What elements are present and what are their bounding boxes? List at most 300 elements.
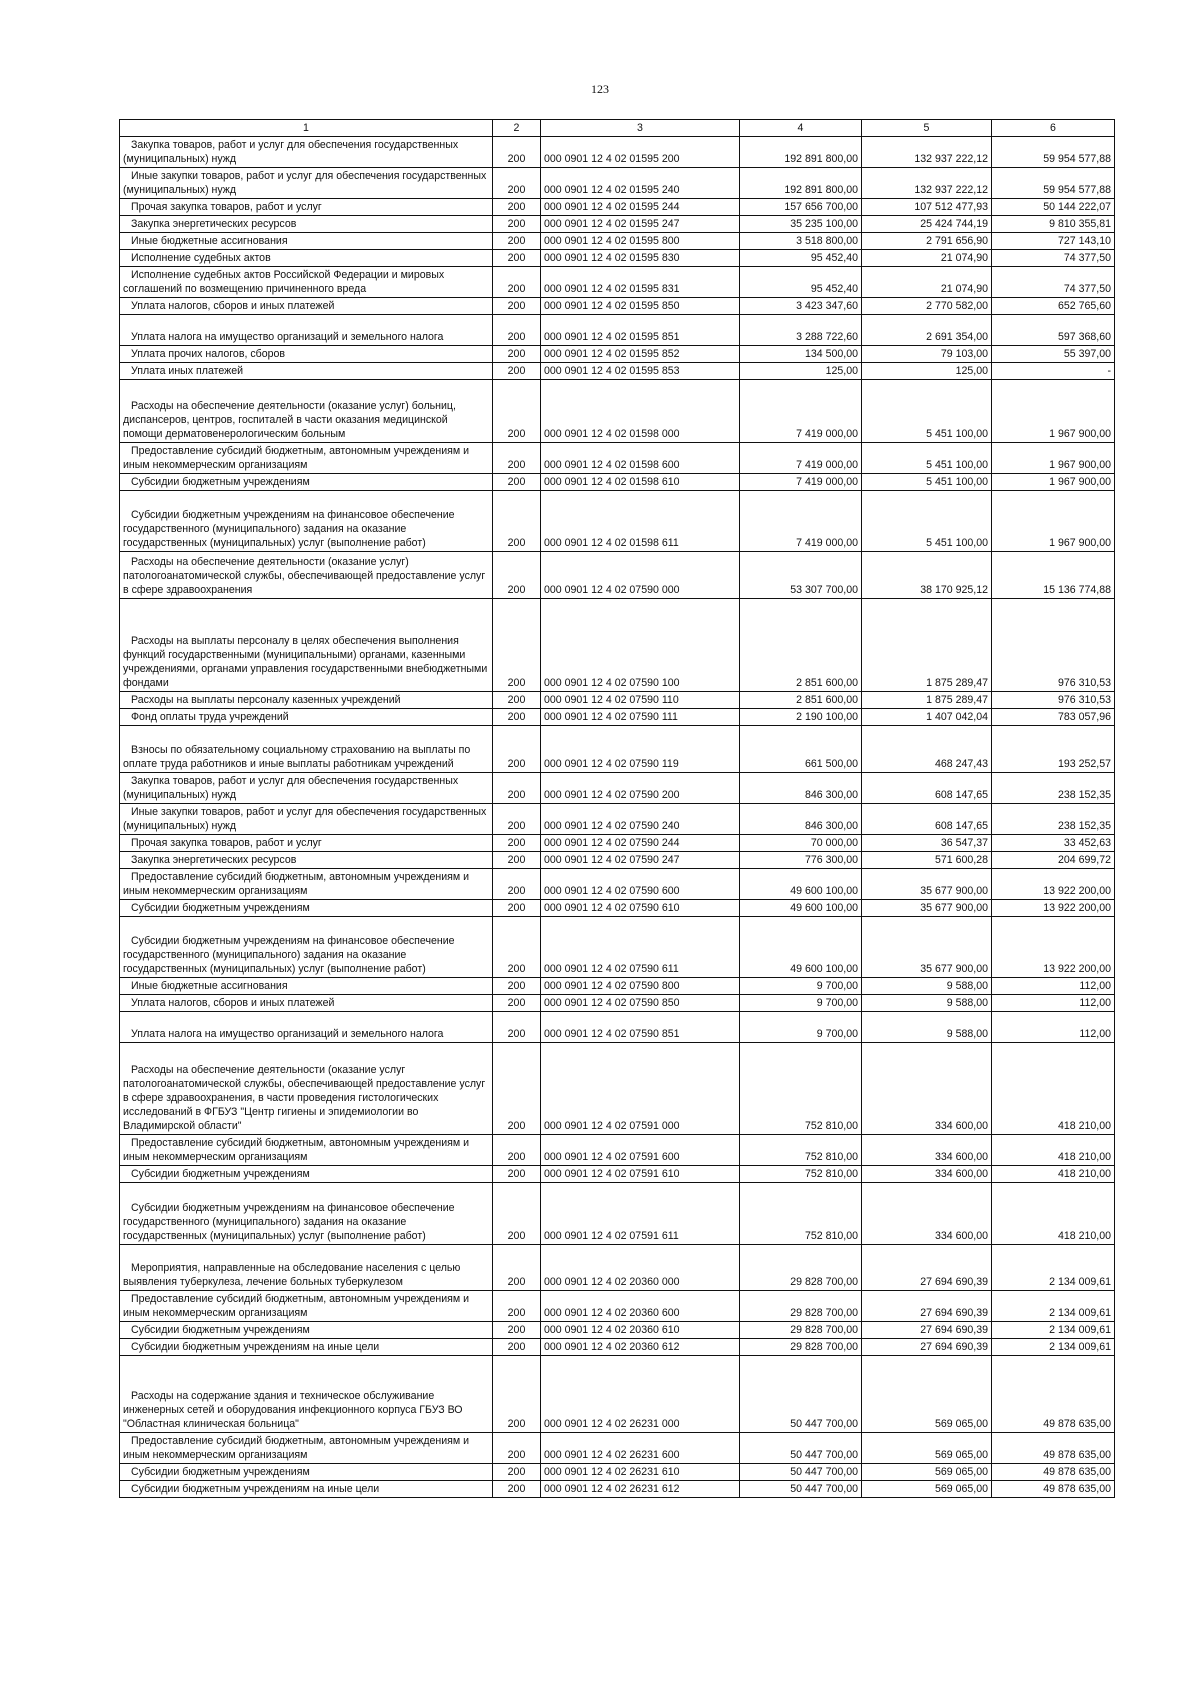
unexecuted-amount-cell <box>992 474 1115 491</box>
classification-code: 000 0901 12 4 02 26231 600 <box>544 1449 680 1461</box>
classification-code: 000 0901 12 4 02 07590 800 <box>544 980 680 992</box>
unexecuted-amount-cell <box>992 216 1115 233</box>
approved-amount-cell <box>740 917 862 978</box>
classification-code-cell <box>541 804 740 835</box>
table-row <box>120 216 1115 233</box>
unexecuted-amount-cell <box>992 726 1115 773</box>
admin-code: 200 <box>507 331 526 343</box>
approved-amount-cell <box>740 298 862 315</box>
table-row <box>120 199 1115 216</box>
approved-amount-cell <box>740 1043 862 1135</box>
row-name-cell <box>120 346 493 363</box>
unexecuted-amount: 112,00 <box>1079 1028 1111 1040</box>
unexecuted-amount: 13 922 200,00 <box>1043 902 1111 914</box>
admin-code: 200 <box>507 885 526 897</box>
executed-amount-cell <box>862 1166 992 1183</box>
executed-amount-cell <box>862 852 992 869</box>
classification-code: 000 0901 12 4 02 01595 200 <box>544 153 680 165</box>
row-name: Субсидии бюджетным учреждениям <box>131 1324 310 1336</box>
unexecuted-amount: 2 134 009,61 <box>1049 1276 1111 1288</box>
executed-amount: 21 074,90 <box>940 283 988 295</box>
row-name: Уплата налога на имущество организаций и земельного налога <box>131 331 444 343</box>
classification-code: 000 0901 12 4 02 07591 610 <box>544 1168 680 1180</box>
row-name-cell <box>120 869 493 900</box>
row-name: Предоставление субсидий бюджетным, автономным учреждениям и иным некоммерческим организациям <box>123 1293 470 1319</box>
approved-amount: 29 828 700,00 <box>790 1307 858 1319</box>
unexecuted-amount-cell <box>992 1012 1115 1043</box>
unexecuted-amount: 976 310,53 <box>1057 694 1111 706</box>
classification-code-cell <box>541 1433 740 1464</box>
unexecuted-amount: 418 210,00 <box>1057 1120 1111 1132</box>
approved-amount: 53 307 700,00 <box>790 584 858 596</box>
row-name: Расходы на содержание здания и техническое обслуживание инженерных сетей и оборудования инфекционного корпуса ГБУЗ ВО "Областная клиническая больница" <box>123 1390 463 1430</box>
admin-code: 200 <box>507 184 526 196</box>
executed-amount: 1 875 289,47 <box>926 677 988 689</box>
approved-amount-cell <box>740 692 862 709</box>
executed-amount: 608 147,65 <box>934 789 988 801</box>
table-row <box>120 233 1115 250</box>
approved-amount-cell <box>740 1183 862 1245</box>
classification-code: 000 0901 12 4 02 01595 244 <box>544 201 680 213</box>
classification-code: 000 0901 12 4 02 01598 000 <box>544 428 680 440</box>
classification-code: 000 0901 12 4 02 07591 611 <box>544 1230 679 1242</box>
admin-code-cell <box>493 137 541 168</box>
admin-code-cell <box>493 346 541 363</box>
column-number-row <box>120 120 1115 137</box>
admin-code: 200 <box>507 218 526 230</box>
unexecuted-amount-cell <box>992 1356 1115 1433</box>
admin-code-cell <box>493 474 541 491</box>
row-name-cell <box>120 168 493 199</box>
classification-code-cell <box>541 869 740 900</box>
unexecuted-amount-cell <box>992 250 1115 267</box>
row-name-cell <box>120 1339 493 1356</box>
table-row <box>120 804 1115 835</box>
admin-code: 200 <box>507 820 526 832</box>
approved-amount: 35 235 100,00 <box>790 218 858 230</box>
executed-amount-cell <box>862 199 992 216</box>
executed-amount-cell <box>862 1481 992 1498</box>
approved-amount-cell <box>740 1012 862 1043</box>
row-name: Фонд оплаты труда учреждений <box>131 711 289 723</box>
approved-amount-cell <box>740 726 862 773</box>
executed-amount-cell <box>862 1183 992 1245</box>
admin-code-cell <box>493 552 541 599</box>
approved-amount-cell <box>740 599 862 692</box>
row-name: Субсидии бюджетным учреждениям <box>131 902 310 914</box>
row-name-cell <box>120 199 493 216</box>
row-name: Уплата налогов, сборов и иных платежей <box>131 300 335 312</box>
table-row <box>120 474 1115 491</box>
classification-code-cell <box>541 835 740 852</box>
classification-code-cell <box>541 250 740 267</box>
table-row <box>120 315 1115 346</box>
table-row <box>120 869 1115 900</box>
executed-amount-cell <box>862 233 992 250</box>
classification-code: 000 0901 12 4 02 07591 000 <box>544 1120 680 1132</box>
unexecuted-amount: 33 452,63 <box>1063 837 1111 849</box>
approved-amount-cell <box>740 1166 862 1183</box>
admin-code-cell <box>493 233 541 250</box>
row-name-cell <box>120 298 493 315</box>
table-row <box>120 1245 1115 1291</box>
table-row <box>120 1356 1115 1433</box>
executed-amount: 107 512 477,93 <box>914 201 988 213</box>
executed-amount-cell <box>862 1464 992 1481</box>
executed-amount: 27 694 690,39 <box>920 1276 988 1288</box>
approved-amount-cell <box>740 1135 862 1166</box>
approved-amount-cell <box>740 900 862 917</box>
executed-amount: 569 065,00 <box>934 1418 988 1430</box>
admin-code-cell <box>493 917 541 978</box>
table-row <box>120 726 1115 773</box>
row-name-cell <box>120 1183 493 1245</box>
classification-code: 000 0901 12 4 02 01598 600 <box>544 459 680 471</box>
approved-amount: 9 700,00 <box>816 997 858 1009</box>
executed-amount-cell <box>862 1322 992 1339</box>
row-name: Расходы на выплаты персоналу в целях обеспечения выполнения функций государственными (муниципальными) органами, казенными учреждениями, органами управления государственными внебюджетными фондами <box>123 635 488 689</box>
admin-code: 200 <box>507 283 526 295</box>
classification-code-cell <box>541 168 740 199</box>
unexecuted-amount-cell <box>992 168 1115 199</box>
row-name-cell <box>120 491 493 552</box>
executed-amount: 569 065,00 <box>934 1483 988 1495</box>
row-name: Уплата прочих налогов, сборов <box>131 348 286 360</box>
row-name-cell <box>120 1433 493 1464</box>
executed-amount-cell <box>862 474 992 491</box>
row-name-cell <box>120 1012 493 1043</box>
admin-code-cell <box>493 804 541 835</box>
table-row <box>120 443 1115 474</box>
approved-amount-cell <box>740 1339 862 1356</box>
approved-amount: 752 810,00 <box>804 1230 858 1242</box>
row-name-cell <box>120 474 493 491</box>
classification-code-cell <box>541 298 740 315</box>
approved-amount-cell <box>740 199 862 216</box>
row-name: Прочая закупка товаров, работ и услуг <box>131 837 322 849</box>
classification-code-cell <box>541 1356 740 1433</box>
row-name-cell <box>120 1464 493 1481</box>
unexecuted-amount: 976 310,53 <box>1057 677 1111 689</box>
row-name: Иные бюджетные ассигнования <box>131 235 288 247</box>
unexecuted-amount-cell <box>992 852 1115 869</box>
executed-amount: 5 451 100,00 <box>926 537 988 549</box>
unexecuted-amount-cell <box>992 1433 1115 1464</box>
row-name: Закупка энергетических ресурсов <box>131 218 297 230</box>
admin-code: 200 <box>507 300 526 312</box>
classification-code-cell <box>541 267 740 298</box>
table-row <box>120 835 1115 852</box>
admin-code: 200 <box>507 1028 526 1040</box>
approved-amount: 9 700,00 <box>816 1028 858 1040</box>
approved-amount-cell <box>740 552 862 599</box>
row-name-cell <box>120 315 493 346</box>
approved-amount-cell <box>740 315 862 346</box>
unexecuted-amount-cell <box>992 380 1115 443</box>
approved-amount: 3 423 347,60 <box>796 300 858 312</box>
admin-code-cell <box>493 1291 541 1322</box>
row-name: Иные закупки товаров, работ и услуг для обеспечения государственных (муниципальных) нужд <box>123 170 487 196</box>
row-name: Исполнение судебных актов <box>131 252 271 264</box>
admin-code: 200 <box>507 1151 526 1163</box>
executed-amount: 1 407 042,04 <box>926 711 988 723</box>
approved-amount: 3 288 722,60 <box>796 331 858 343</box>
table-row <box>120 298 1115 315</box>
executed-amount: 35 677 900,00 <box>920 885 988 897</box>
executed-amount: 334 600,00 <box>934 1168 988 1180</box>
classification-code-cell <box>541 852 740 869</box>
approved-amount-cell <box>740 852 862 869</box>
unexecuted-amount: 49 878 635,00 <box>1043 1449 1111 1461</box>
executed-amount: 125,00 <box>955 365 988 377</box>
admin-code-cell <box>493 852 541 869</box>
classification-code: 000 0901 12 4 02 07590 111 <box>544 711 678 723</box>
approved-amount: 2 851 600,00 <box>796 694 858 706</box>
classification-code-cell <box>541 599 740 692</box>
executed-amount: 27 694 690,39 <box>920 1324 988 1336</box>
unexecuted-amount-cell <box>992 1245 1115 1291</box>
row-name-cell <box>120 552 493 599</box>
unexecuted-amount-cell <box>992 491 1115 552</box>
row-name: Субсидии бюджетным учреждениям <box>131 1466 310 1478</box>
classification-code-cell <box>541 1322 740 1339</box>
admin-code: 200 <box>507 1307 526 1319</box>
admin-code-cell <box>493 168 541 199</box>
admin-code: 200 <box>507 201 526 213</box>
approved-amount-cell <box>740 1481 862 1498</box>
table-row <box>120 363 1115 380</box>
row-name: Расходы на выплаты персоналу казенных учреждений <box>131 694 401 706</box>
admin-code: 200 <box>507 1120 526 1132</box>
approved-amount: 3 518 800,00 <box>796 235 858 247</box>
admin-code: 200 <box>507 1230 526 1242</box>
admin-code: 200 <box>507 537 526 549</box>
admin-code: 200 <box>507 348 526 360</box>
row-name-cell <box>120 380 493 443</box>
executed-amount: 608 147,65 <box>934 820 988 832</box>
unexecuted-amount: 2 134 009,61 <box>1049 1341 1111 1353</box>
row-name: Субсидии бюджетным учреждениям на финансовое обеспечение государственного (муниципального) задания на оказание государственных (муниципальных) услуг (выполнение работ) <box>123 935 455 975</box>
row-name: Расходы на обеспечение деятельности (оказание услуг) патологоанатомической службы, обеспечивающей предоставление услуг в сфере здравоохранения <box>123 556 486 596</box>
executed-amount: 2 770 582,00 <box>926 300 988 312</box>
unexecuted-amount-cell <box>992 552 1115 599</box>
unexecuted-amount: 55 397,00 <box>1063 348 1111 360</box>
executed-amount-cell <box>862 491 992 552</box>
executed-amount-cell <box>862 1291 992 1322</box>
executed-amount: 21 074,90 <box>940 252 988 264</box>
admin-code-cell <box>493 363 541 380</box>
table-row <box>120 380 1115 443</box>
classification-code: 000 0901 12 4 02 01598 610 <box>544 476 680 488</box>
approved-amount: 49 600 100,00 <box>790 885 858 897</box>
admin-code: 200 <box>507 252 526 264</box>
unexecuted-amount-cell <box>992 599 1115 692</box>
approved-amount: 752 810,00 <box>804 1120 858 1132</box>
executed-amount: 334 600,00 <box>934 1230 988 1242</box>
row-name-cell <box>120 1166 493 1183</box>
unexecuted-amount-cell <box>992 346 1115 363</box>
column-number-6: 6 <box>992 120 1115 137</box>
classification-code-cell <box>541 773 740 804</box>
executed-amount: 25 424 744,19 <box>920 218 988 230</box>
row-name-cell <box>120 1481 493 1498</box>
executed-amount: 5 451 100,00 <box>926 428 988 440</box>
admin-code-cell <box>493 709 541 726</box>
executed-amount: 2 791 656,90 <box>926 235 988 247</box>
unexecuted-amount: 597 368,60 <box>1057 331 1111 343</box>
approved-amount: 50 447 700,00 <box>790 1449 858 1461</box>
classification-code: 000 0901 12 4 02 01595 851 <box>544 331 680 343</box>
unexecuted-amount-cell <box>992 709 1115 726</box>
unexecuted-amount-cell <box>992 995 1115 1012</box>
approved-amount: 7 419 000,00 <box>796 459 858 471</box>
admin-code-cell <box>493 599 541 692</box>
executed-amount-cell <box>862 216 992 233</box>
approved-amount: 192 891 800,00 <box>784 184 858 196</box>
executed-amount-cell <box>862 835 992 852</box>
row-name: Закупка энергетических ресурсов <box>131 854 297 866</box>
row-name-cell <box>120 1291 493 1322</box>
row-name-cell <box>120 216 493 233</box>
classification-code: 000 0901 12 4 02 07590 244 <box>544 837 680 849</box>
admin-code: 200 <box>507 1324 526 1336</box>
approved-amount: 7 419 000,00 <box>796 476 858 488</box>
admin-code-cell <box>493 250 541 267</box>
approved-amount: 95 452,40 <box>810 252 858 264</box>
executed-amount: 5 451 100,00 <box>926 459 988 471</box>
column-number-2: 2 <box>493 120 541 137</box>
row-name: Прочая закупка товаров, работ и услуг <box>131 201 322 213</box>
admin-code-cell <box>493 1322 541 1339</box>
executed-amount: 27 694 690,39 <box>920 1341 988 1353</box>
unexecuted-amount: 50 144 222,07 <box>1043 201 1111 213</box>
admin-code-cell <box>493 380 541 443</box>
admin-code-cell <box>493 216 541 233</box>
executed-amount: 35 677 900,00 <box>920 902 988 914</box>
row-name: Уплата налога на имущество организаций и земельного налога <box>131 1028 444 1040</box>
unexecuted-amount: 49 878 635,00 <box>1043 1483 1111 1495</box>
executed-amount-cell <box>862 709 992 726</box>
classification-code-cell <box>541 709 740 726</box>
unexecuted-amount: 13 922 200,00 <box>1043 963 1111 975</box>
unexecuted-amount-cell <box>992 804 1115 835</box>
table-row <box>120 1166 1115 1183</box>
classification-code: 000 0901 12 4 02 01595 831 <box>544 283 680 295</box>
executed-amount-cell <box>862 1012 992 1043</box>
admin-code: 200 <box>507 837 526 849</box>
executed-amount: 9 588,00 <box>946 1028 988 1040</box>
classification-code-cell <box>541 1481 740 1498</box>
admin-code: 200 <box>507 789 526 801</box>
row-name-cell <box>120 137 493 168</box>
admin-code: 200 <box>507 1341 526 1353</box>
table-row <box>120 1135 1115 1166</box>
admin-code-cell <box>493 1481 541 1498</box>
admin-code-cell <box>493 900 541 917</box>
unexecuted-amount: 49 878 635,00 <box>1043 1466 1111 1478</box>
unexecuted-amount-cell <box>992 869 1115 900</box>
row-name-cell <box>120 250 493 267</box>
classification-code-cell <box>541 995 740 1012</box>
table-row <box>120 137 1115 168</box>
admin-code: 200 <box>507 963 526 975</box>
row-name-cell <box>120 917 493 978</box>
approved-amount-cell <box>740 709 862 726</box>
admin-code: 200 <box>507 235 526 247</box>
column-number-4: 4 <box>740 120 862 137</box>
admin-code: 200 <box>507 1418 526 1430</box>
executed-amount-cell <box>862 137 992 168</box>
classification-code-cell <box>541 346 740 363</box>
classification-code-cell <box>541 443 740 474</box>
admin-code: 200 <box>507 365 526 377</box>
unexecuted-amount-cell <box>992 692 1115 709</box>
approved-amount: 157 656 700,00 <box>784 201 858 213</box>
row-name: Закупка товаров, работ и услуг для обеспечения государственных (муниципальных) нужд <box>123 775 459 801</box>
row-name-cell <box>120 995 493 1012</box>
classification-code: 000 0901 12 4 02 01595 853 <box>544 365 680 377</box>
approved-amount: 2 851 600,00 <box>796 677 858 689</box>
column-number-3: 3 <box>541 120 740 137</box>
approved-amount: 7 419 000,00 <box>796 537 858 549</box>
admin-code-cell <box>493 869 541 900</box>
approved-amount-cell <box>740 267 862 298</box>
unexecuted-amount: 204 699,72 <box>1057 854 1111 866</box>
executed-amount-cell <box>862 726 992 773</box>
table-row <box>120 709 1115 726</box>
approved-amount-cell <box>740 978 862 995</box>
classification-code: 000 0901 12 4 02 07590 611 <box>544 963 679 975</box>
row-name-cell <box>120 1245 493 1291</box>
executed-amount: 79 103,00 <box>940 348 988 360</box>
classification-code: 000 0901 12 4 02 20360 610 <box>544 1324 680 1336</box>
executed-amount-cell <box>862 1339 992 1356</box>
row-name: Исполнение судебных актов Российской Федерации и мировых соглашений по возмещению причиненного вреда <box>123 269 445 295</box>
classification-code: 000 0901 12 4 02 20360 600 <box>544 1307 680 1319</box>
classification-code: 000 0901 12 4 02 01598 611 <box>544 537 679 549</box>
approved-amount: 752 810,00 <box>804 1168 858 1180</box>
unexecuted-amount: 652 765,60 <box>1057 300 1111 312</box>
unexecuted-amount: - <box>1107 365 1111 377</box>
table-row <box>120 491 1115 552</box>
executed-amount: 2 691 354,00 <box>926 331 988 343</box>
row-name-cell <box>120 443 493 474</box>
unexecuted-amount: 1 967 900,00 <box>1049 459 1111 471</box>
approved-amount-cell <box>740 1322 862 1339</box>
executed-amount: 27 694 690,39 <box>920 1307 988 1319</box>
executed-amount-cell <box>862 1356 992 1433</box>
classification-code: 000 0901 12 4 02 01595 850 <box>544 300 680 312</box>
row-name-cell <box>120 363 493 380</box>
executed-amount-cell <box>862 250 992 267</box>
approved-amount: 29 828 700,00 <box>790 1341 858 1353</box>
approved-amount: 49 600 100,00 <box>790 963 858 975</box>
admin-code-cell <box>493 1012 541 1043</box>
executed-amount-cell <box>862 917 992 978</box>
admin-code-cell <box>493 1043 541 1135</box>
approved-amount: 134 500,00 <box>804 348 858 360</box>
unexecuted-amount: 112,00 <box>1079 980 1111 992</box>
admin-code-cell <box>493 978 541 995</box>
approved-amount-cell <box>740 363 862 380</box>
admin-code-cell <box>493 726 541 773</box>
approved-amount-cell <box>740 1464 862 1481</box>
classification-code-cell <box>541 491 740 552</box>
unexecuted-amount-cell <box>992 1322 1115 1339</box>
approved-amount-cell <box>740 835 862 852</box>
admin-code: 200 <box>507 1449 526 1461</box>
classification-code: 000 0901 12 4 02 20360 612 <box>544 1341 680 1353</box>
